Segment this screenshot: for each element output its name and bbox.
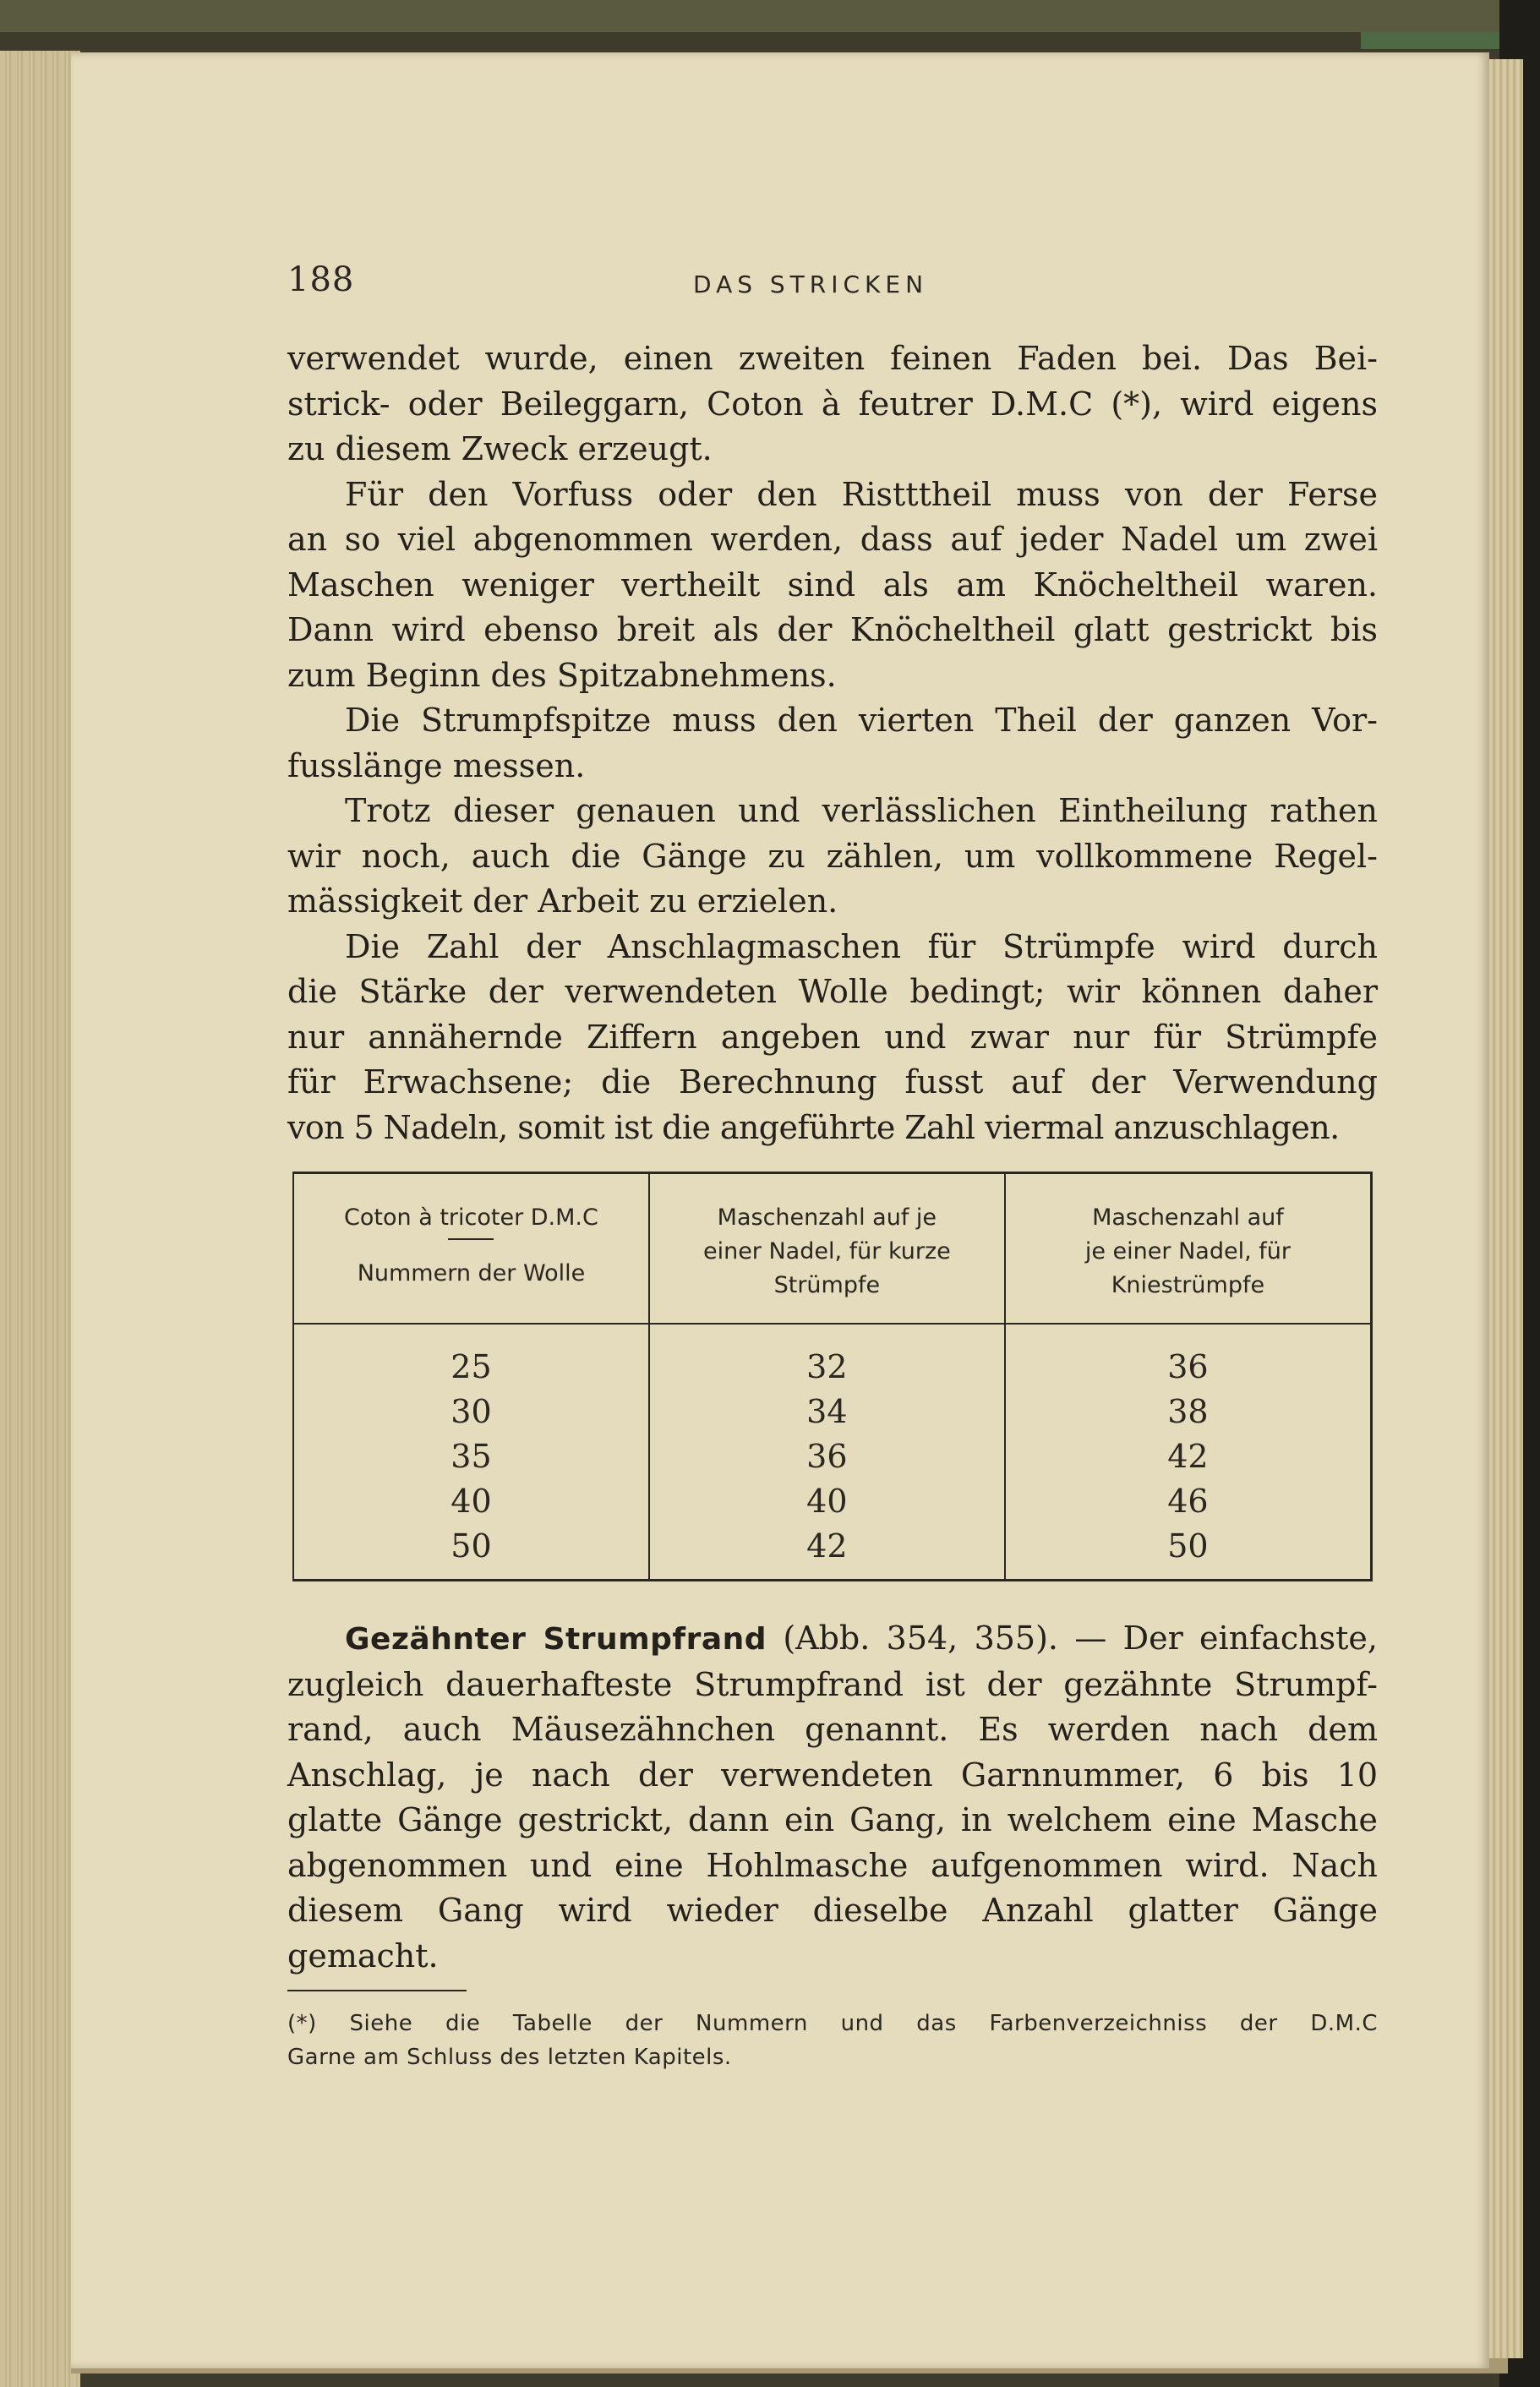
- table-cell: 35: [451, 1438, 492, 1475]
- body-text: [287, 336, 1378, 1150]
- text-line: abgenommen und eine Hohlmasche aufgenommen wird. Nach: [287, 1846, 1378, 1884]
- text-line: diesem Gang wird wieder dieselbe Anzahl glatter Gänge: [287, 1892, 1378, 1929]
- header-text: Coton à tricoter D.M.C: [344, 1204, 598, 1231]
- footnote-line: Garne am Schluss des letzten Kapitels.: [287, 2045, 732, 2070]
- text-line: Die Strumpfspitze muss den vierten Theil der ganzen Vor-: [345, 702, 1378, 739]
- header-text: einer Nadel, für kurze: [702, 1238, 951, 1265]
- table-cell: 50: [451, 1527, 492, 1565]
- running-title: DAS STRICKEN: [693, 270, 929, 298]
- footnote-rule: [287, 1990, 467, 1991]
- paragraph: [287, 925, 1378, 1151]
- text-line: für Erwachsene; die Berechnung fusst auf der Verwendung: [287, 1063, 1378, 1101]
- table-cell: 46: [1005, 1479, 1372, 1524]
- text-line: die Stärke der verwendeten Wolle bedingt; wir können daher: [287, 973, 1378, 1010]
- text-line: glatte Gänge gestrickt, dann ein Gang, in welchem eine Masche: [287, 1801, 1378, 1838]
- text-line: mässigkeit der Arbeit zu erzielen.: [287, 882, 838, 920]
- table-header-cell: [649, 1173, 1005, 1325]
- text-line: von 5 Nadeln, somit ist die angeführte Zahl viermal anzuschlagen.: [287, 1108, 1340, 1146]
- table-cell: 34: [649, 1390, 1005, 1434]
- footnote-line: (*) Siehe die Tabelle der Nummern und das Farbenverzeichniss der D.M.C: [287, 2011, 1378, 2036]
- header-text: Kniestrümpfe: [1111, 1272, 1265, 1298]
- yarn-table: [292, 1172, 1373, 1581]
- header-text: Nummern der Wolle: [357, 1260, 586, 1286]
- table-cell: 36: [649, 1434, 1005, 1479]
- table-header-cell: [1005, 1173, 1372, 1325]
- table-cell: 42: [649, 1524, 1005, 1581]
- text-line: zu diesem Zweck erzeugt.: [287, 430, 713, 467]
- text-line: strick- oder Beileggarn, Coton à feutrer D.M.C (*), wird eigens: [287, 385, 1378, 423]
- text-line: Dann wird ebenso breit als der Knöcheltheil glatt gestrickt bis: [287, 611, 1378, 648]
- text-line: an so viel abgenommen werden, dass auf jeder Nadel um zwei: [287, 521, 1378, 558]
- text-line: nur annähernde Ziffern angeben und zwar nur für Strümpfe: [287, 1018, 1378, 1056]
- header-text: Maschenzahl auf je: [717, 1204, 937, 1231]
- table-row: [293, 1324, 1372, 1390]
- text-line: zum Beginn des Spitzabnehmens.: [287, 656, 837, 694]
- header-text: Maschenzahl auf: [1092, 1204, 1284, 1231]
- text-line: [287, 1616, 1378, 1663]
- table-row: [293, 1524, 1372, 1581]
- text-line: Anschlag, je nach der verwendeten Garnnummer, 6 bis 10: [287, 1756, 1378, 1794]
- section-paragraph: [287, 1616, 1378, 1979]
- page-header: [287, 254, 1378, 304]
- book-cover-top: [0, 0, 1540, 32]
- footnote: [287, 2007, 1378, 2074]
- table-header-row: [293, 1173, 1372, 1325]
- header-text: Strümpfe: [773, 1272, 881, 1298]
- text-line: fusslänge messen.: [287, 746, 586, 784]
- table-row: [293, 1390, 1372, 1434]
- paragraph: [287, 698, 1378, 789]
- table-cell: 40: [451, 1483, 492, 1520]
- section-heading: Gezähnter Strumpfrand: [345, 1622, 767, 1657]
- yarn-table-wrapper: [292, 1172, 1373, 1592]
- header-text: je einer Nadel, für: [1084, 1238, 1291, 1265]
- text-line: zugleich dauerhafteste Strumpfrand ist der gezähnte Strumpf-: [287, 1665, 1378, 1703]
- text-line: verwendet wurde, einen zweiten feinen Faden bei. Das Bei-: [287, 340, 1378, 377]
- table-cell: 25: [451, 1348, 492, 1385]
- paragraph: [287, 336, 1378, 472]
- table-cell: 42: [1005, 1434, 1372, 1479]
- page-number: 188: [287, 260, 355, 299]
- table-cell: 38: [1005, 1390, 1372, 1434]
- table-row: [293, 1434, 1372, 1479]
- table-cell: 30: [451, 1393, 492, 1430]
- text-line: wir noch, auch die Gänge zu zählen, um vollkommene Regel-: [287, 837, 1378, 875]
- table-cell: 36: [1005, 1324, 1372, 1390]
- text-line: Maschen weniger vertheilt sind als am Knöcheltheil waren.: [287, 565, 1378, 604]
- cover-stripe: [1361, 32, 1521, 49]
- text-line: gemacht.: [287, 1936, 439, 1975]
- table-cell: 50: [1005, 1524, 1372, 1581]
- paragraph: [287, 1616, 1378, 1979]
- header-dash: [448, 1238, 494, 1252]
- text-line: Trotz dieser genauen und verlässlichen Eintheilung rathen: [345, 792, 1378, 829]
- paragraph: [287, 472, 1378, 699]
- text-line: rand, auch Mäusezähnchen genannt. Es werden nach dem: [287, 1711, 1378, 1748]
- table-cell: 40: [649, 1479, 1005, 1524]
- text-line: Die Zahl der Anschlagmaschen für Strümpfe wird durch: [345, 927, 1378, 965]
- table-cell: 32: [649, 1324, 1005, 1390]
- table-header-cell: [293, 1173, 649, 1325]
- page-stack-right: [1489, 59, 1523, 2358]
- table-row: [293, 1479, 1372, 1524]
- paragraph: [287, 789, 1378, 925]
- heading-continuation: (Abb. 354, 355). — Der einfachste,: [767, 1620, 1378, 1657]
- text-line: Für den Vorfuss oder den Ristttheil muss von der Ferse: [345, 475, 1378, 513]
- page-stack-left: [0, 51, 80, 2387]
